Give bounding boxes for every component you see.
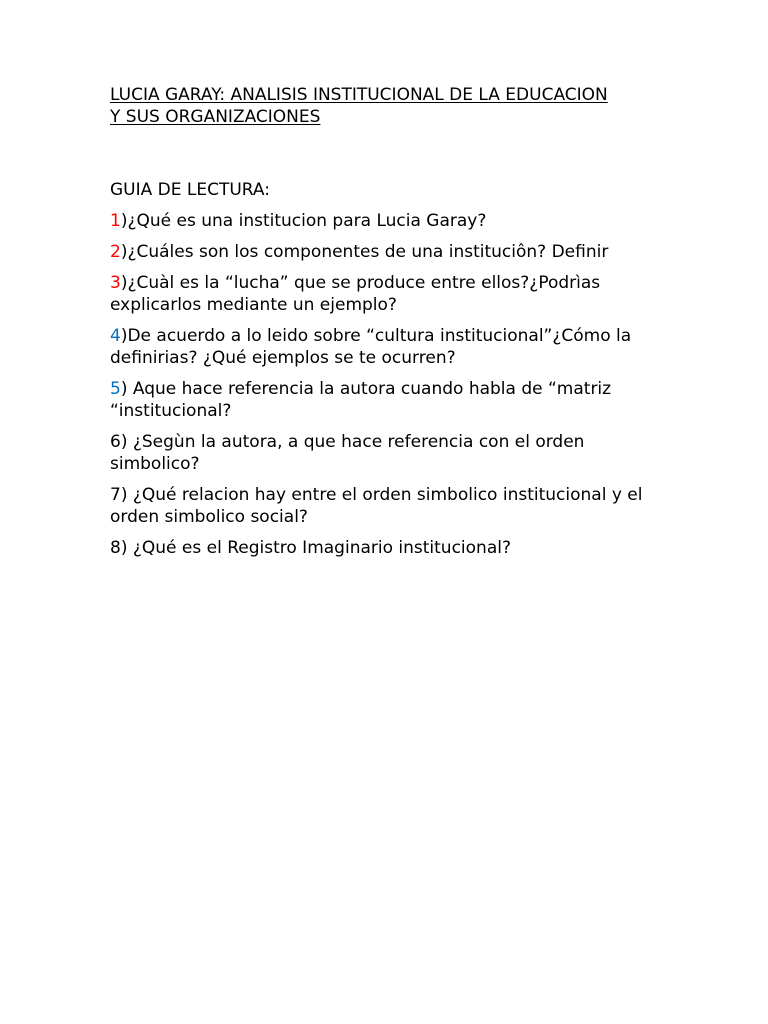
question-list	[110, 210, 668, 559]
question-number: 3	[110, 273, 121, 293]
question-number: 4	[110, 326, 121, 346]
question-number: 7	[110, 485, 121, 505]
question-number: 8	[110, 538, 121, 558]
question-number: 5	[110, 379, 121, 399]
question-number: 2	[110, 242, 121, 262]
question-separator: )	[120, 432, 128, 452]
question-separator: )	[120, 273, 128, 293]
question-separator: )	[120, 379, 128, 399]
question-number: 6	[110, 432, 121, 452]
question-text: ¿Cuàl es la “lucha” que se produce entre ellos?¿Podrìas explicarlos mediante un ejemplo?	[110, 273, 601, 315]
question-separator: )	[120, 326, 128, 346]
question-item	[110, 210, 668, 232]
question-item	[110, 484, 668, 528]
question-text: ¿Cuáles son los componentes de una instituciôn? Definir	[127, 242, 609, 262]
question-item	[110, 537, 668, 559]
question-text: ¿Qué es el Registro Imaginario institucional?	[127, 538, 511, 558]
title-line-2: Y SUS ORGANIZACIONES	[110, 107, 321, 127]
title-line-1: LUCIA GARAY: ANALISIS INSTITUCIONAL DE LA EDUCACION	[110, 85, 608, 105]
question-item	[110, 241, 668, 263]
question-text: ¿Segùn la autora, a que hace referencia con el orden simbolico?	[110, 432, 585, 474]
question-separator: )	[120, 538, 128, 558]
question-item	[110, 431, 668, 475]
question-item	[110, 378, 668, 422]
question-text: ¿Qué es una institucion para Lucia Garay?	[127, 211, 487, 231]
question-separator: )	[120, 485, 128, 505]
document-title	[110, 84, 668, 128]
guide-heading: GUIA DE LECTURA:	[110, 180, 270, 200]
question-item	[110, 272, 668, 316]
question-text: Aque hace referencia la autora cuando habla de “matriz “institucional?	[110, 379, 612, 421]
question-text: ¿Qué relacion hay entre el orden simbolico institucional y el orden simbolico social?	[110, 485, 643, 527]
question-text: De acuerdo a lo leido sobre “cultura institucional”¿Cómo la definirias? ¿Qué ejemplos se te ocurren?	[110, 326, 632, 368]
question-separator: )	[120, 242, 128, 262]
question-separator: )	[120, 211, 128, 231]
question-item	[110, 325, 668, 369]
question-number: 1	[110, 211, 121, 231]
